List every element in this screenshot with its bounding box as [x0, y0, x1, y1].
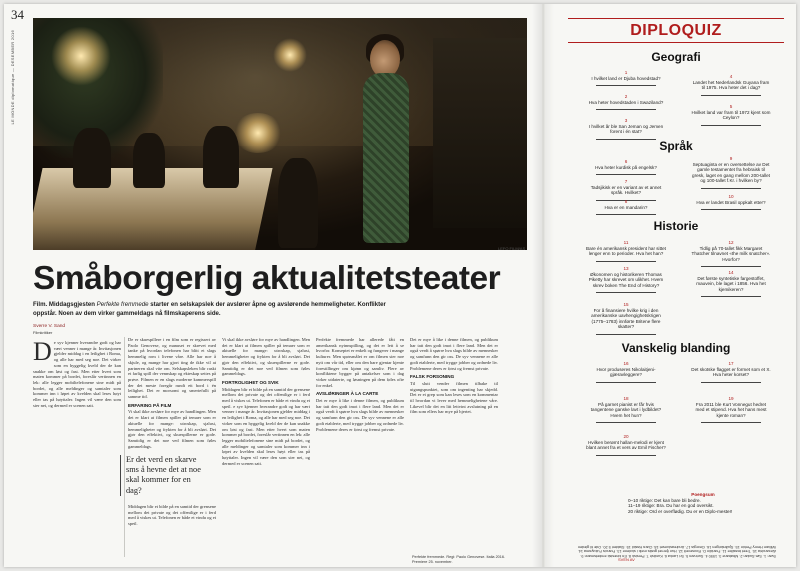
film-info-footnote: Perfekte fremmede. Regi: Paolo Genovese. Italia 2016. Premiere 25. november.: [412, 555, 506, 564]
byline-name: Sverre V. Sand: [33, 324, 66, 329]
folio-line: LE MONDE diplomatique — DESEMBER 2016: [10, 30, 15, 125]
photo-credit: LEFO FILM/AS: [498, 246, 526, 251]
column-3-text-c: e syv kjenner hverandre godt og har vært venner i mange år. Invitasjonen gjelder middag i en leilighet i Roma, og alle har med seg noe. Det virker som en hyggelig kveld der de kan snakke om løst og fast. Men etter hvert som maten kommer på bordet, foreslår vertinnen en lek: alle legger mobiltelefonene sine midt på bordet, og alle meldinger og samtaler som kommer inn i løpet av kvelden skal leses høyt eller tas på høyttaler. Ingen vil være den som sier nei, og dermed er scenen satt.: [222, 403, 310, 466]
column-3-text-b: Middagen blir et bilde på en samtid der grensene mellom det private og det offentlige er i ferd med å viskes ut. Telefonen er både et vindu og et speil.: [222, 386, 310, 409]
standfirst-film-title: Perfekte fremmede: [96, 301, 149, 308]
quiz-question: 17 Det skotske flagget er formet som et X. Hva heter korset?: [691, 361, 771, 378]
subhead-fortrolighet: FORTROLIGHET OG SVIK: [222, 379, 279, 385]
scoring-line: 20 riktige: Ord er overflødig. Du er en Diplo-mester!: [628, 508, 733, 514]
scoring-line: 0–10 riktige: Det kan bare bli bedre.: [628, 497, 701, 503]
quiz-question: 5 Hvilket land var fram til 1972 kjent som Ceylon?: [691, 104, 771, 121]
quiz-question: 18 På garnet pianist er får hvis tangentene ganske lavt i lydbildet? Hvem het hun?: [590, 396, 662, 418]
quiz-question: 11 Bare én amerikansk president har sittet lenger enn to perioder. Hva het han?: [586, 240, 666, 257]
column-2-text-a: De er skuespillere i en film som er regissert av Paolo Genovese, og manuset er skrevet med tanke på hvordan telefonen har blitt et slags hemmelig rom i livene våre. Alle har noe å skjule, og mange har gjort ting de ikke vil at partneren skal vite om. Selskapsleken blir raskt et farlig spill der vennskap og ekteskap settes på prøve. Filmen er en slags moderne kammerspill der det meste foregår rundt ett bord i én leilighet. Det er morsomt og smertefullt på samme tid.: [128, 337, 216, 400]
article-standfirst: [33, 301, 393, 318]
column-5-text-b: Til slutt vender filmen tilbake til utgangspunktet, som om ingenting har skjedd. Det er et grep som kan leses som en kommentar til hvordan vi lever med hemmelighetene våre. Likevel blir det en litt lettvint avslutning på en film som ellers har mye på hjertet.: [410, 380, 498, 415]
column-1-text: e syv kjenner hverandre godt og har vært venner i mange år. Invitasjonen gjelder middag i en leilighet i Roma, og alle har med seg noe. Det virker som en hyggelig kveld der de kan snakke om løst og fast. Men etter hvert som maten kommer på bordet, foreslår vertinnen en lek: alle legger mobiltelefonene sine midt på bordet, og alle meldinger og samtaler som kommer inn i løpet av kvelden skal leses høyt eller tas på høyttaler. Ingen vil være den som sier nei, og dermed er scenen satt.: [33, 340, 121, 408]
diploquiz-page: [556, 4, 796, 567]
column-4-text-b: Det er mye å like i denne filmen, og publikum har tatt den godt imot i flere land. Men det er også verdt å spørre hva slags bilde av mennesker og samfunn den gir oss. De syv vennene er alle godt etablerte, med trygge jobber og ordnede liv. Problemene deres er først og fremst private.: [316, 398, 404, 432]
article-column-2-tail: [128, 504, 216, 566]
byline-role: Filmkritiker: [33, 330, 53, 335]
subhead-falsk: FALSK FORSONING: [410, 374, 455, 380]
subhead-avsloringer: AVSLØRINGER À LA CARTE: [316, 391, 379, 397]
column-divider: [124, 337, 125, 557]
article-column-4: [316, 337, 404, 567]
quiz-question: 10 Hva er landet Brasil oppkalt etter?: [696, 194, 766, 205]
article-photo: [33, 18, 527, 250]
photo-woman-dress: [363, 73, 409, 243]
quiz-question: 7 Tadsjikisk er en variant av et annet språk. Hvilket?: [590, 179, 662, 196]
quiz-question: 9 Septuaginta er en oversettelse av Det gamle testamentet fra hebraisk til gresk, laget en gang mellom 200-tallet og 100-tallet f.Kr. i hvilken by?: [692, 156, 770, 184]
photo-diner-4: [278, 158, 318, 248]
newspaper-spread: [4, 4, 796, 567]
quiz-top-rule: [568, 18, 784, 19]
quiz-question: 12 Tidlig på 70-tallet fikk Margaret Thatcher tilnavnet «the milk snatcher». Hvorfor?: [691, 240, 771, 262]
scoring-heading: Poengsum: [691, 492, 715, 497]
article-column-1: [33, 340, 121, 567]
column-2-text-c: Middagen blir et bilde på en samtid der grensene mellom det private og det offentlige er i ferd med å viskes ut. Telefonen er både et vindu og et speil.: [128, 504, 216, 527]
section-title-geografi: Geografi: [651, 50, 701, 64]
photo-doorway: [433, 38, 527, 228]
quiz-signature: SVEN AV: [618, 557, 635, 562]
quiz-title-rule: [568, 42, 784, 43]
column-5-text-a: Det er mye å like i denne filmen, og publikum har tatt den godt imot i flere land. Men det er også verdt å spørre hva slags bilde av mennesker og samfunn den gir oss. De syv vennene er alle godt etablerte, med trygge jobber og ordnede liv. Problemene deres er først og fremst private.: [410, 337, 498, 371]
photo-lamp-center: [273, 38, 307, 72]
photo-diner-1: [73, 128, 111, 188]
column-4-text-a: Perfekte fremmede har allerede fått en amerikansk nyinnspilling, og det er lett å se hvorfor. Konseptet er enkelt og fungerer i mange kulturer. Men spørsmålet er om filmen sier noe nytt om vår tid, eller om den bare gjentar kjente forestillinger om kjønn og samliv. Flere av konfliktene bygger på antakelser som i dag virker utdaterte, og løsningen på dem føles ofte for enkel.: [316, 337, 404, 388]
quiz-question: 14 Det første syntetiske fargestoffet, mauvein, ble laget i 1856. Hva het kjemikeren?: [696, 270, 766, 292]
quiz-question: 19 Fra 2011 ble Kurt Vonnegut hedret med et stipend. Hva het hans mest kjente roman?: [695, 396, 767, 418]
section-title-sprak: Språk: [659, 139, 693, 153]
quiz-answers-upside-down: Svar: 1. Sør-Sudan 2. Mbabane 3. 1990 4. Surinam 5. Sri Lanka 6. Kurdish 7. Persisk 8. En kinesisk embetsmann 9. Alexandria 10. Treet brasiltre 11. Franklin D. Roosevelt 12. Hun fjernet gratis melk i skolene 13. Francis Fukuyama 14. William Henry Perkin 15. Sjuårskrigen 16. Georgia 17. Andreaskorset 18. Clara Haskil 19. Slakteri 5 20. Ode til gleden: [577, 544, 776, 558]
photo-candle-glow: [233, 113, 283, 153]
article-column-3: [222, 337, 310, 567]
subhead-erfaring: ERFARING PÅ FILM: [128, 402, 172, 408]
photo-diner-3: [203, 126, 239, 188]
pull-quote: Er det verd en skarve sms å hevne det at noe skal kommer for en dag?: [120, 455, 208, 496]
byline: [33, 324, 65, 336]
quiz-question: 16 Hvor produseres Nikolaitjeni-gjæravleggere?: [596, 361, 656, 378]
section-title-historie: Historie: [653, 219, 699, 233]
quiz-question: 15 For å finansiere hvilke krig i den amerikanske uavhengighetskrigen (1775–1783) innførte Britene flere skatter?: [591, 302, 661, 330]
photo-diner-2: [133, 133, 165, 188]
column-3-text-a: Vi skal ikke avsløre for mye av handlingen. Men det er klart at filmen spiller på temaer som er aktuelle for mange: utroskap, sjalusi, hemmeligheter og frykten for å bli avslørt. Det gjør den effektivt, og skuespillerne er gode. Samtidig er det noe ved filmen som føles gammeldags.: [222, 337, 310, 377]
quiz-question: 2 Hva heter hovedstaden i Swaziland?: [588, 94, 664, 105]
page-gutter: [532, 4, 554, 567]
quiz-scoring: [628, 492, 778, 514]
photo-lamp-left: [51, 26, 111, 86]
quiz-title: DIPLOQUIZ: [630, 22, 722, 39]
quiz-question: 6 Hva heter kurdisk på engelsk?: [595, 159, 657, 170]
quiz-question: 8 Hva er en mandarin?: [604, 199, 648, 210]
article-column-2: [128, 337, 216, 452]
quiz-question: 1 I hvilket land er Djuba hovedstad?: [591, 70, 661, 81]
article-headline: Småborgerlig aktualitetsteater: [33, 260, 501, 297]
quiz-question: 13 Økonomen og historikeren Thomas Piketty har skrevet om ulikhet. Hvem skrev boken The End of History?: [588, 266, 664, 288]
scoring-line: 11–19 riktige: Bra. Du har en god oversikt.: [628, 503, 714, 509]
standfirst-rest: starter en selskapslek der avslører åpne og avslørende hemmeligheter. Konflikter oppstår. Noen av dem virker gammeldags nå filmskaperens side.: [33, 301, 386, 317]
page-number: 34: [11, 7, 24, 22]
quiz-question: 4 Landet het Nederlandsk Guyana fram til 1975. Hva heter det i dag?: [692, 74, 770, 91]
quiz-question: 3 I hvilket år ble San Jeman og Jemen forent i én stat?: [588, 118, 664, 135]
section-title-vanskelig-blanding: Vanskelig blanding: [621, 341, 731, 355]
column-2-text-b: Vi skal ikke avsløre for mye av handlingen. Men det er klart at filmen spiller på temaer som er aktuelle for mange: utroskap, sjalusi, hemmeligheter og frykten for å bli avslørt. Det gjør den effektivt, og skuespillerne er gode. Samtidig er det noe ved filmen som føles gammeldags.: [128, 409, 216, 449]
article-column-5: [410, 337, 498, 549]
dropcap: D: [33, 340, 52, 366]
quiz-question: 20 Hvilken berømt hallan-melodi er kjent blant annet fra et vers av Emil Fischer?: [586, 434, 666, 451]
standfirst-lead: Film. Middagsgjesten: [33, 301, 95, 308]
